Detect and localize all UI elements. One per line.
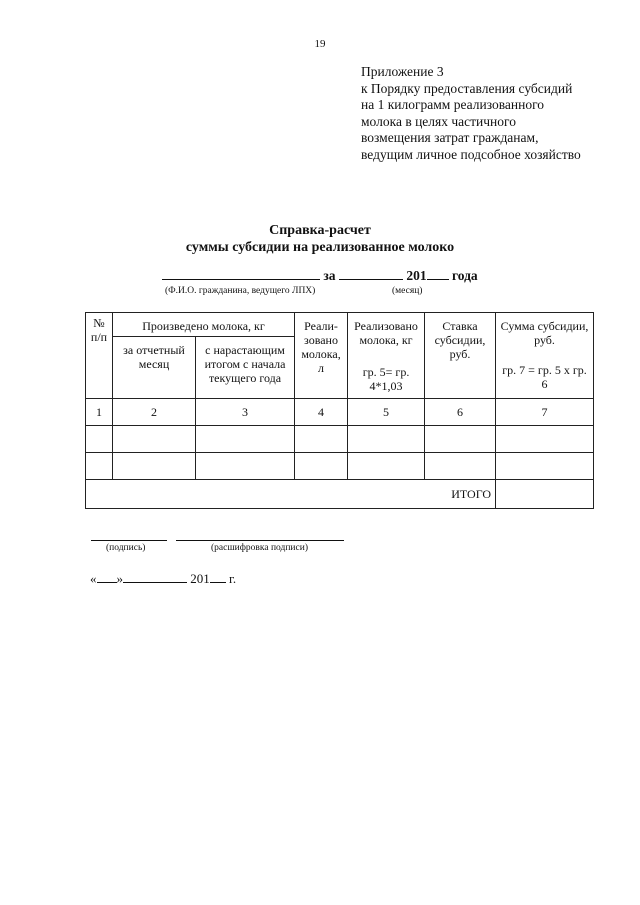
table-cell[interactable]	[196, 426, 295, 453]
table-cell[interactable]	[348, 426, 425, 453]
header-sold-kg-formula: гр. 5= гр. 4*1,03	[362, 365, 410, 393]
appendix-note	[361, 64, 581, 163]
title-line-2: суммы субсидии на реализованное молоко	[185, 240, 455, 255]
signature-caption: (подпись)	[106, 543, 146, 553]
header-num: № п/п	[86, 313, 113, 399]
header-sum-label: Сумма субсидии, руб.	[500, 319, 589, 347]
fio-caption: (Ф.И.О. гражданина, ведущего ЛПХ)	[165, 286, 316, 296]
calculation-table	[85, 312, 594, 509]
appendix-line: к Порядку предоставления субсидий	[361, 80, 573, 96]
signature-decode-line[interactable]	[176, 540, 344, 541]
table-cell[interactable]	[295, 426, 348, 453]
table-cell[interactable]	[425, 453, 496, 480]
date-year-blank[interactable]	[210, 569, 226, 583]
header-sold-kg	[348, 313, 425, 399]
header-sold-liters: Реали-зовано молока, л	[295, 313, 348, 399]
signature-decode-caption: (расшифровка подписи)	[211, 543, 308, 553]
appendix-line: на 1 килограмм реализованного	[361, 97, 545, 112]
table-cell[interactable]	[113, 426, 196, 453]
month-blank[interactable]	[339, 266, 403, 280]
header-rate: Ставка субсидии, руб.	[425, 313, 496, 399]
header-sold-kg-label: Реализовано молока, кг	[354, 319, 418, 347]
column-number: 7	[496, 399, 594, 426]
date-close-quote: »	[116, 571, 123, 586]
total-label: ИТОГО	[86, 480, 496, 509]
za-label: за	[323, 268, 336, 283]
total-value-cell[interactable]	[496, 480, 594, 509]
total-row	[86, 480, 594, 509]
appendix-line: ведущим личное подсобное хозяйство	[361, 146, 581, 162]
date-year-suffix: г.	[229, 571, 237, 586]
appendix-line: молока в целях частичного	[361, 113, 516, 129]
column-number: 3	[196, 399, 295, 426]
column-number: 6	[425, 399, 496, 426]
column-number: 5	[348, 399, 425, 426]
column-number: 1	[86, 399, 113, 426]
year-blank[interactable]	[427, 266, 449, 280]
year-suffix: года	[451, 268, 478, 283]
table-cell[interactable]	[295, 453, 348, 480]
table-cell[interactable]	[425, 426, 496, 453]
period-line	[162, 266, 478, 284]
month-date-blank[interactable]	[123, 569, 187, 583]
header-sum	[496, 313, 594, 399]
month-caption: (месяц)	[392, 286, 423, 296]
table-cell[interactable]	[86, 426, 113, 453]
column-number-row	[86, 399, 594, 426]
header-produced-cumulative: с нарастающим итогом с начала текущего года	[196, 337, 295, 399]
column-number: 4	[295, 399, 348, 426]
table-cell[interactable]	[113, 453, 196, 480]
table-cell[interactable]	[496, 426, 594, 453]
header-sum-formula: гр. 7 = гр. 5 х гр. 6	[502, 363, 587, 391]
table-row	[86, 453, 594, 480]
header-produced: Произведено молока, кг	[113, 313, 295, 337]
column-number: 2	[113, 399, 196, 426]
table-cell[interactable]	[496, 453, 594, 480]
fio-blank[interactable]	[162, 266, 320, 280]
table-cell[interactable]	[348, 453, 425, 480]
day-blank[interactable]	[97, 569, 117, 583]
year-prefix: 201	[406, 268, 427, 283]
signature-line[interactable]	[91, 540, 167, 541]
appendix-line: Приложение 3	[361, 64, 444, 79]
header-produced-month: за отчетный месяц	[113, 337, 196, 399]
table-cell[interactable]	[86, 453, 113, 480]
document-title	[0, 222, 640, 256]
date-line	[90, 569, 236, 587]
table-row	[86, 426, 594, 453]
date-year-prefix: 201	[190, 571, 210, 586]
page-number: 19	[314, 38, 326, 50]
appendix-line: возмещения затрат гражданам,	[361, 130, 539, 145]
date-open-quote: «	[90, 571, 97, 586]
title-line-1: Справка-расчет	[269, 223, 371, 238]
table-cell[interactable]	[196, 453, 295, 480]
